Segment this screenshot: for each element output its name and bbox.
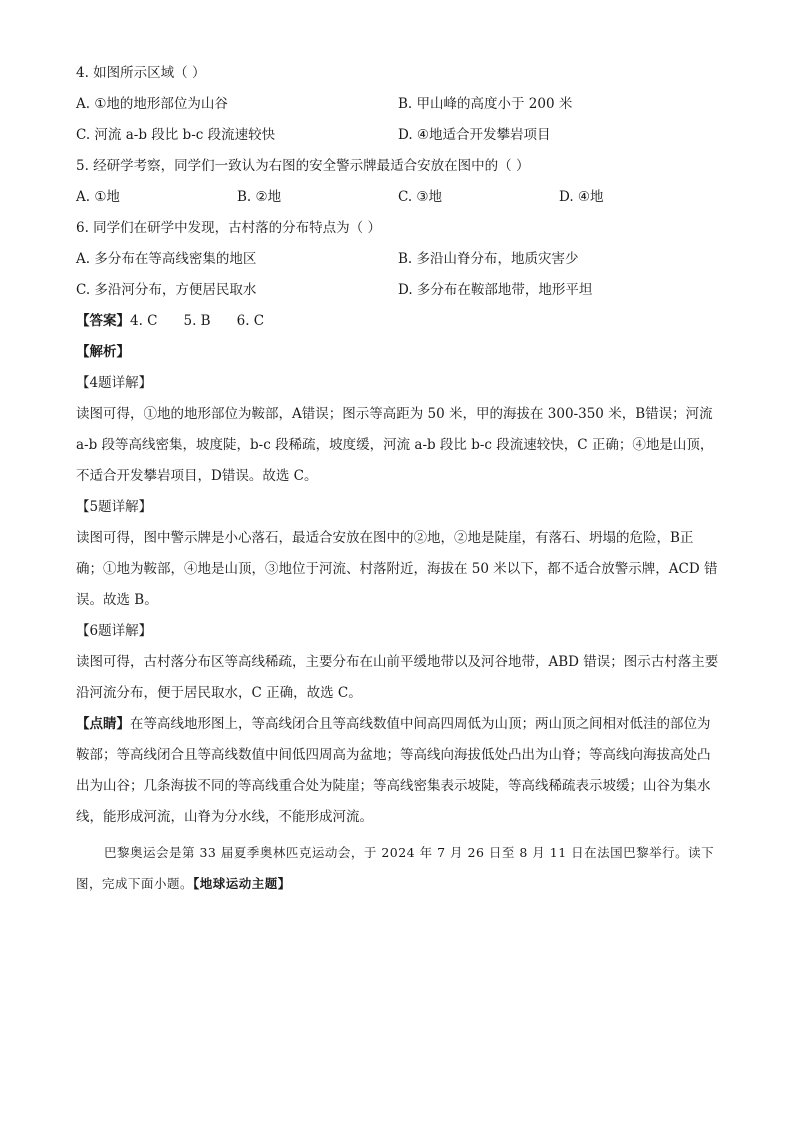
answer-4: 4. C: [130, 313, 158, 329]
question-4-options-row-2: [76, 120, 720, 151]
q6-option-c: C. 多沿河分布，方便居民取水: [76, 282, 257, 298]
detail-5-label: 【5题详解】: [76, 499, 153, 515]
intro-topic-tag: 【地球运动主题】: [193, 876, 291, 891]
q5-option-a: A. ①地: [76, 189, 120, 205]
q6-option-d: D. 多分布在鞍部地带，地形平坦: [398, 282, 593, 298]
answer-line: [76, 306, 720, 337]
q6-option-a: A. 多分布在等高线密集的地区: [76, 251, 257, 267]
detail-6-text: 读图可得，古村落分布区等高线稀疏，主要分布在山前平缓地带以及河谷地带，ABD 错误；图示古村落主要沿河流分布，便于居民取水，C 正确，故选 C。: [76, 654, 719, 701]
analysis-label: 【解析】: [76, 344, 130, 360]
answer-6: 6. C: [236, 313, 265, 329]
question-6-options-row-1: [76, 244, 720, 275]
tips-text: 在等高线地形图上，等高线闭合且等高线数值中间高四周低为山顶；两山顶之间相对低洼的部位为鞍部；等高线闭合且等高线数值中间低四周高为盆地；等高线向海拔低处凸出为山脊；等高线向海拔高处凸出为山谷；几条海拔不同的等高线重合处为陡崖；等高线密集表示坡陡，等高线稀疏表示坡缓；山谷为集水线，能形成河流，山脊为分水线，不能形成河流。: [76, 716, 711, 825]
q4-option-d: D. ④地适合开发攀岩项目: [398, 127, 551, 143]
q4-option-b: B. 甲山峰的高度小于 200 米: [398, 96, 573, 112]
q6-option-b: B. 多沿山脊分布，地质灾害少: [398, 251, 579, 267]
detail-4-label: 【4题详解】: [76, 375, 153, 391]
detail-5-text: 读图可得，图中警示牌是小心落石，最适合安放在图中的②地，②地是陡崖，有落石、坍塌的危险，B正确；①地为鞍部，④地是山顶，③地位于河流、村落附近，海拔在 50 米以下，都不适合放警示牌，ACD 错误。故选 B。: [76, 530, 718, 608]
detail-6-label: 【6题详解】: [76, 623, 153, 639]
detail-4-text: 读图可得，①地的地形部位为鞍部，A错误；图示等高距为 50 米，甲的海拔在 300-350 米，B错误；河流 a-b 段等高线密集，坡度陡，b-c 段稀疏，坡度缓，河流 a-b 段比 b-c 段流速较快，C 正确；④地是山顶，不适合开发攀岩项目，D错误。故选 C。: [76, 406, 714, 484]
next-section-intro: [76, 837, 720, 899]
tips-label: 【点睛】: [76, 716, 130, 732]
answer-label: 【答案】: [76, 313, 130, 329]
tips-block: [76, 709, 720, 833]
q4-option-a: A. ①地的地形部位为山谷: [76, 96, 228, 112]
intro-text: 巴黎奥运会是第 33 届夏季奥林匹克运动会，于 2024 年 7 月 26 日至 8 月 11 日在法国巴黎举行。读下图，完成下面小题。: [76, 845, 715, 891]
question-4-options-row-1: [76, 89, 720, 120]
question-4-stem: 4. 如图所示区域（ ）: [76, 65, 206, 81]
question-5-stem: 5. 经研学考察，同学们一致认为右图的安全警示牌最适合安放在图中的（ ）: [76, 158, 530, 174]
question-5-options: [76, 182, 720, 213]
question-6-options-row-2: [76, 275, 720, 306]
answer-5: 5. B: [183, 313, 211, 329]
question-6-stem: 6. 同学们在研学中发现，古村落的分布特点为（ ）: [76, 220, 381, 236]
q5-option-b: B. ②地: [237, 189, 282, 205]
q5-option-d: D. ④地: [559, 189, 604, 205]
q5-option-c: C. ③地: [398, 189, 443, 205]
document-page: [76, 58, 720, 899]
q4-option-c: C. 河流 a-b 段比 b-c 段流速较快: [76, 127, 276, 143]
